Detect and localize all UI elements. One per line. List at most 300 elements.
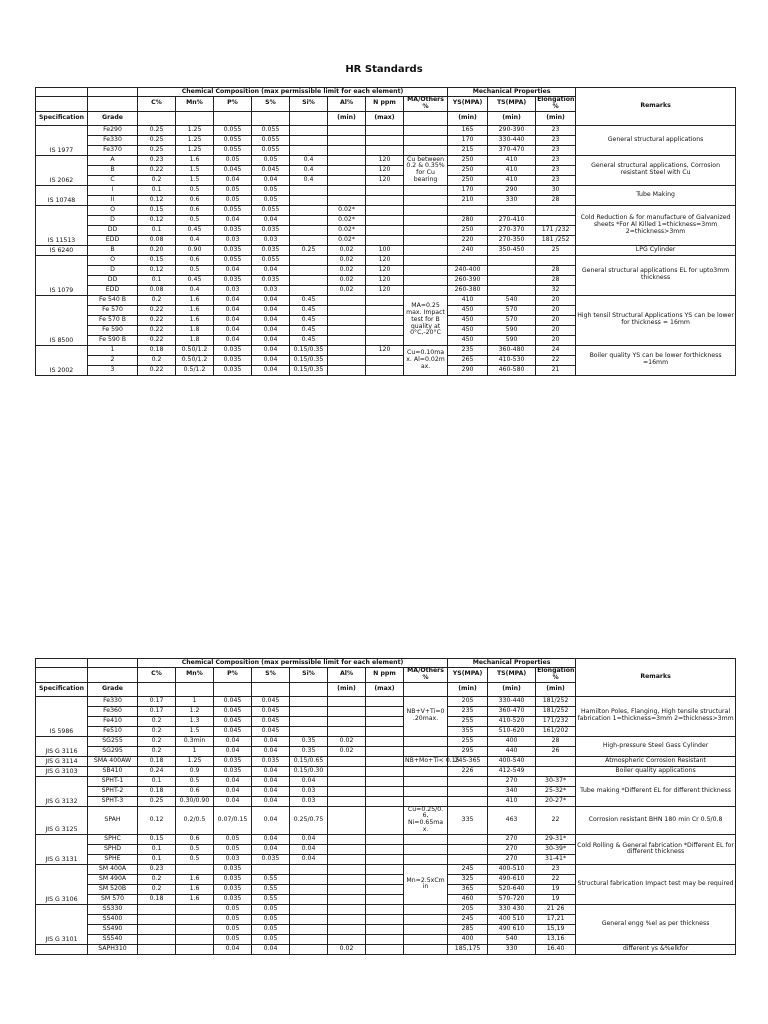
data-cell	[290, 185, 328, 195]
remarks-cell: General structural applications EL for upto3mm thickness	[576, 255, 736, 295]
data-cell	[176, 904, 214, 914]
data-cell: 0.02	[328, 285, 366, 295]
data-cell: 0.035	[214, 756, 252, 766]
data-cell: 330	[488, 944, 536, 954]
data-cell: 0.18	[138, 756, 176, 766]
table-row	[36, 245, 736, 255]
column-header: N ppm	[366, 97, 404, 112]
data-cell: 0.05	[214, 904, 252, 914]
data-cell: 13,16	[536, 934, 576, 944]
data-cell	[328, 696, 366, 706]
data-cell	[448, 786, 488, 796]
data-cell	[366, 806, 404, 834]
table-row	[36, 834, 736, 844]
table-row	[36, 185, 736, 195]
data-cell: 120	[366, 155, 404, 165]
data-cell: 0.045	[214, 716, 252, 726]
specification-cell: JIS G 3132	[36, 776, 88, 806]
data-cell: 19	[536, 894, 576, 904]
data-cell	[366, 786, 404, 796]
data-cell: 1.5	[176, 726, 214, 736]
data-cell: 355	[448, 726, 488, 736]
data-cell: 1.6	[176, 155, 214, 165]
data-cell	[404, 766, 448, 776]
data-cell	[290, 716, 328, 726]
data-cell: 0.35	[290, 746, 328, 756]
data-cell: 0.3min	[176, 736, 214, 746]
data-cell: 410	[448, 295, 488, 305]
data-cell	[290, 255, 328, 265]
data-cell: 0.055	[252, 255, 290, 265]
data-cell: 0.6	[176, 255, 214, 265]
column-header: YS(MPA)	[448, 668, 488, 683]
data-cell: SPHT-2	[88, 786, 138, 796]
data-cell: 0.02	[328, 275, 366, 285]
data-cell	[328, 854, 366, 864]
data-cell: 590	[488, 335, 536, 345]
data-cell	[328, 325, 366, 335]
data-cell: D	[88, 215, 138, 225]
specification-cell: JIS G 3103	[36, 766, 88, 776]
data-cell	[404, 844, 448, 854]
data-cell: 0.5	[176, 185, 214, 195]
data-cell: 350-450	[488, 245, 536, 255]
data-cell: 0.035	[214, 894, 252, 904]
data-cell: 0.05	[214, 195, 252, 205]
table-row	[36, 255, 736, 265]
data-cell: 28	[536, 736, 576, 746]
data-cell: SM 520B	[88, 884, 138, 894]
data-cell: SM 570	[88, 894, 138, 904]
header-blank	[88, 97, 138, 112]
data-cell: 21 26	[536, 904, 576, 914]
data-cell	[366, 716, 404, 726]
data-cell	[404, 746, 448, 756]
data-cell: 0.30/0.90	[176, 796, 214, 806]
data-cell: 120	[366, 255, 404, 265]
data-cell	[328, 185, 366, 195]
data-cell: 0.90	[176, 245, 214, 255]
chemical-composition-header: Chemical Composition (max permissible limit for each element)	[138, 659, 448, 668]
data-cell	[290, 874, 328, 884]
data-cell: 0.05	[252, 904, 290, 914]
data-cell: 0.04	[214, 305, 252, 315]
data-cell	[290, 275, 328, 285]
data-cell: 2	[88, 355, 138, 365]
data-cell: 1.6	[176, 894, 214, 904]
column-header: C%	[138, 97, 176, 112]
data-cell: Fe 540 B	[88, 295, 138, 305]
data-cell	[290, 125, 328, 135]
data-cell: 0.2	[138, 884, 176, 894]
data-cell: B	[88, 245, 138, 255]
column-header: Mn%	[176, 668, 214, 683]
data-cell: 0.25	[138, 796, 176, 806]
data-cell: 450	[448, 305, 488, 315]
data-cell: 0.1	[138, 275, 176, 285]
column-subheader	[138, 111, 176, 125]
data-cell: 0.04	[252, 215, 290, 225]
data-cell: 0.12	[138, 265, 176, 275]
data-cell	[328, 806, 366, 834]
data-cell: 210	[448, 195, 488, 205]
data-cell: 0.45	[290, 305, 328, 315]
column-subheader	[404, 111, 448, 125]
data-cell: 0.03	[252, 285, 290, 295]
data-cell: 290-390	[488, 125, 536, 135]
standards-grid-1	[35, 87, 736, 376]
data-cell: 0.045	[214, 165, 252, 175]
data-cell: O	[88, 255, 138, 265]
data-cell: 0.035	[214, 874, 252, 884]
page-title: HR Standards	[345, 64, 423, 75]
data-cell: 0.2/0.5	[176, 806, 214, 834]
data-cell: 120	[366, 165, 404, 175]
data-cell: 0.04	[214, 736, 252, 746]
data-cell: 0.22	[138, 315, 176, 325]
data-cell: 0.04	[252, 365, 290, 375]
data-cell: 540	[488, 934, 536, 944]
column-header: Elongation %	[537, 667, 575, 681]
data-cell: 0.04	[252, 345, 290, 355]
data-cell: 0.15/0.35	[290, 365, 328, 375]
data-cell: 1	[176, 746, 214, 756]
data-cell: 0.045	[252, 165, 290, 175]
data-cell: SPHD	[88, 844, 138, 854]
header-blank	[88, 668, 138, 683]
table-row	[36, 205, 736, 215]
specification-cell: JIS G 3131	[36, 834, 88, 864]
data-cell: 0.05	[252, 924, 290, 934]
column-header: Al%	[328, 668, 366, 683]
data-cell: 0.9	[176, 766, 214, 776]
data-cell: 21	[536, 365, 576, 375]
data-cell	[404, 235, 448, 245]
data-cell: 0.035	[214, 275, 252, 285]
data-cell	[366, 185, 404, 195]
data-cell: 270	[488, 834, 536, 844]
column-header: Si%	[290, 668, 328, 683]
data-cell	[328, 924, 366, 934]
data-cell: EDD	[88, 235, 138, 245]
data-cell: 330 430	[488, 904, 536, 914]
grade-header: Grade	[88, 111, 138, 125]
ma-others-cell: Cu between 0.2 & 0.35% for Cu bearing	[404, 155, 448, 185]
data-cell: Fe 590 B	[88, 335, 138, 345]
data-cell: 0.5	[176, 844, 214, 854]
data-cell: 570-720	[488, 894, 536, 904]
data-cell	[448, 255, 488, 265]
data-cell	[404, 215, 448, 225]
data-cell: 0.03	[290, 786, 328, 796]
data-cell: 22	[536, 874, 576, 884]
data-cell	[366, 125, 404, 135]
data-cell: 30	[536, 185, 576, 195]
data-cell: 0.04	[252, 766, 290, 776]
table-row	[36, 904, 736, 914]
data-cell: 0.08	[138, 235, 176, 245]
data-cell	[366, 924, 404, 934]
data-cell: 270-410	[488, 215, 536, 225]
data-cell: 1.25	[176, 145, 214, 155]
data-cell: 330-440	[488, 696, 536, 706]
data-cell: Fe370	[88, 145, 138, 155]
data-cell	[536, 255, 576, 265]
data-cell	[366, 726, 404, 736]
data-cell: 0.45	[176, 275, 214, 285]
data-cell	[404, 135, 448, 145]
data-cell: 1.2	[176, 706, 214, 716]
data-cell: 20	[536, 335, 576, 345]
mechanical-properties-header: Mechanical Properties	[448, 88, 576, 97]
data-cell	[366, 854, 404, 864]
standards-grid-2	[35, 658, 736, 955]
data-cell: 22	[536, 806, 576, 834]
table-row	[36, 776, 736, 786]
data-cell: 0.6	[176, 786, 214, 796]
data-cell	[328, 335, 366, 345]
data-cell	[448, 854, 488, 864]
data-cell	[366, 834, 404, 844]
data-cell: SPHT-3	[88, 796, 138, 806]
data-cell	[328, 914, 366, 924]
data-cell: 0.45	[290, 325, 328, 335]
data-cell: 0.02	[328, 736, 366, 746]
data-cell: 23	[536, 125, 576, 135]
data-cell	[366, 365, 404, 375]
data-cell: 540	[488, 295, 536, 305]
data-cell	[536, 205, 576, 215]
data-cell: 0.20	[138, 245, 176, 255]
data-cell: 0.035	[252, 275, 290, 285]
data-cell: 463	[488, 806, 536, 834]
data-cell: 1.8	[176, 325, 214, 335]
data-cell: 0.055	[252, 205, 290, 215]
data-cell: 250	[448, 225, 488, 235]
data-cell	[328, 844, 366, 854]
data-cell: 0.4	[290, 165, 328, 175]
data-cell: 510-620	[488, 726, 536, 736]
data-cell: 0.04	[214, 335, 252, 345]
data-cell	[366, 215, 404, 225]
data-cell: 0.15	[138, 255, 176, 265]
data-cell: 410-530	[488, 355, 536, 365]
data-cell	[328, 756, 366, 766]
data-cell: 250	[448, 155, 488, 165]
data-cell: 0.18	[138, 345, 176, 355]
data-cell: 0.04	[214, 215, 252, 225]
data-cell: 400	[448, 934, 488, 944]
data-cell	[328, 295, 366, 305]
data-cell	[290, 726, 328, 736]
column-header: S%	[252, 668, 290, 683]
data-cell: 0.045	[214, 706, 252, 716]
data-cell: 0.035	[252, 245, 290, 255]
data-cell: 250	[448, 165, 488, 175]
data-cell	[138, 944, 176, 954]
column-subheader	[176, 111, 214, 125]
data-cell	[328, 766, 366, 776]
data-cell	[328, 165, 366, 175]
data-cell: 365	[448, 884, 488, 894]
data-cell	[138, 934, 176, 944]
data-cell: 0.25	[290, 245, 328, 255]
data-cell: 0.18	[138, 786, 176, 796]
data-cell: 0.055	[252, 125, 290, 135]
data-cell: I	[88, 185, 138, 195]
data-cell: SAPH310	[88, 944, 138, 954]
data-cell	[328, 726, 366, 736]
data-cell: 0.035	[214, 225, 252, 235]
data-cell	[176, 914, 214, 924]
data-cell: 450	[448, 335, 488, 345]
data-cell: 20	[536, 315, 576, 325]
data-cell: 1.25	[176, 135, 214, 145]
data-cell	[366, 796, 404, 806]
data-cell	[366, 325, 404, 335]
data-cell: 23	[536, 135, 576, 145]
data-cell: 0.05	[214, 934, 252, 944]
data-cell: 335	[448, 806, 488, 834]
data-cell: 23	[536, 165, 576, 175]
data-cell: 0.05	[214, 185, 252, 195]
data-cell: 1.8	[176, 335, 214, 345]
data-cell: 0.04	[252, 736, 290, 746]
data-cell	[404, 145, 448, 155]
data-cell: 0.04	[252, 265, 290, 275]
data-cell: 28	[536, 275, 576, 285]
remarks-cell: Structural fabrication Impact test may be required	[576, 864, 736, 904]
data-cell: 245	[448, 914, 488, 924]
data-cell: SS540	[88, 934, 138, 944]
data-cell: 0.035	[214, 245, 252, 255]
data-cell: 30-37*	[536, 776, 576, 786]
data-cell: 490-610	[488, 874, 536, 884]
data-cell: 270-350	[488, 235, 536, 245]
data-cell	[328, 904, 366, 914]
data-cell	[290, 205, 328, 215]
data-cell: 0.055	[214, 205, 252, 215]
data-cell: SB410	[88, 766, 138, 776]
data-cell: 0.02	[328, 746, 366, 756]
column-header: P%	[214, 668, 252, 683]
data-cell: 0.04	[214, 786, 252, 796]
data-cell: 0.02	[328, 265, 366, 275]
data-cell	[366, 225, 404, 235]
data-cell: 0.02	[328, 944, 366, 954]
data-cell	[404, 924, 448, 934]
data-cell: II	[88, 195, 138, 205]
standards-table-2	[35, 658, 735, 955]
data-cell: 0.05	[214, 834, 252, 844]
specification-cell: IS 8500	[36, 295, 88, 345]
data-cell	[328, 135, 366, 145]
data-cell: 0.2	[138, 295, 176, 305]
data-cell: 260-380	[448, 285, 488, 295]
data-cell	[328, 345, 366, 355]
data-cell: 0.055	[214, 135, 252, 145]
data-cell	[366, 766, 404, 776]
data-cell: 0.4	[176, 235, 214, 245]
data-cell: 285	[448, 924, 488, 934]
data-cell	[328, 786, 366, 796]
data-cell: 0.04	[252, 786, 290, 796]
column-header: P%	[214, 97, 252, 112]
column-subheader: (max)	[366, 682, 404, 696]
column-header: TS(MPA)	[488, 97, 536, 112]
data-cell	[404, 776, 448, 786]
data-cell	[138, 924, 176, 934]
data-cell: 0.04	[252, 796, 290, 806]
data-cell	[448, 834, 488, 844]
table-row	[36, 806, 736, 834]
data-cell	[366, 874, 404, 884]
data-cell: 290	[488, 185, 536, 195]
data-cell: 0.6	[176, 834, 214, 844]
data-cell: 340	[488, 786, 536, 796]
data-cell: 100	[366, 245, 404, 255]
data-cell	[366, 844, 404, 854]
data-cell: 28	[536, 265, 576, 275]
data-cell: Fe330	[88, 135, 138, 145]
column-header: Si%	[290, 97, 328, 112]
data-cell: D	[88, 265, 138, 275]
data-cell	[366, 756, 404, 766]
data-cell: 0.12	[138, 195, 176, 205]
data-cell: 235	[448, 345, 488, 355]
data-cell: 0.4	[290, 175, 328, 185]
data-cell: 0.4	[290, 155, 328, 165]
data-cell: 1.3	[176, 716, 214, 726]
data-cell: 0.6	[176, 195, 214, 205]
data-cell: 205	[448, 904, 488, 914]
remarks-cell: Hamilton Poles, Flanging, High tensile structural fabrication 1=thickness=3mm 2=thickness>3mm	[576, 696, 736, 736]
data-cell: 24	[536, 345, 576, 355]
data-cell: 0.15/0.65	[290, 756, 328, 766]
data-cell	[536, 766, 576, 776]
data-cell	[252, 864, 290, 874]
data-cell	[328, 796, 366, 806]
remarks-cell: Atmospheric Corrosion Resistant	[576, 756, 736, 766]
data-cell: 295	[448, 746, 488, 756]
data-cell	[366, 135, 404, 145]
data-cell: 0.25/0.75	[290, 806, 328, 834]
data-cell: 410-520	[488, 716, 536, 726]
data-cell: 0.15	[138, 834, 176, 844]
data-cell: 1.6	[176, 874, 214, 884]
data-cell	[366, 315, 404, 325]
data-cell: 400-510	[488, 864, 536, 874]
data-cell: 265	[448, 355, 488, 365]
data-cell	[366, 746, 404, 756]
data-cell: 0.15	[138, 205, 176, 215]
data-cell: 0.04	[252, 844, 290, 854]
data-cell	[366, 295, 404, 305]
data-cell: 0.02*	[328, 215, 366, 225]
data-cell	[290, 225, 328, 235]
data-cell: 0.04	[252, 325, 290, 335]
data-cell	[366, 205, 404, 215]
data-cell: 226	[448, 766, 488, 776]
data-cell	[488, 285, 536, 295]
column-subheader: (max)	[366, 111, 404, 125]
data-cell: 360-480	[488, 345, 536, 355]
data-cell: 0.5/1.2	[176, 365, 214, 375]
column-subheader: (min)	[448, 111, 488, 125]
data-cell	[328, 834, 366, 844]
remarks-cell: High tensil Structural Applications YS can be lower for thickness = 16mm	[576, 295, 736, 345]
data-cell: 0.22	[138, 325, 176, 335]
